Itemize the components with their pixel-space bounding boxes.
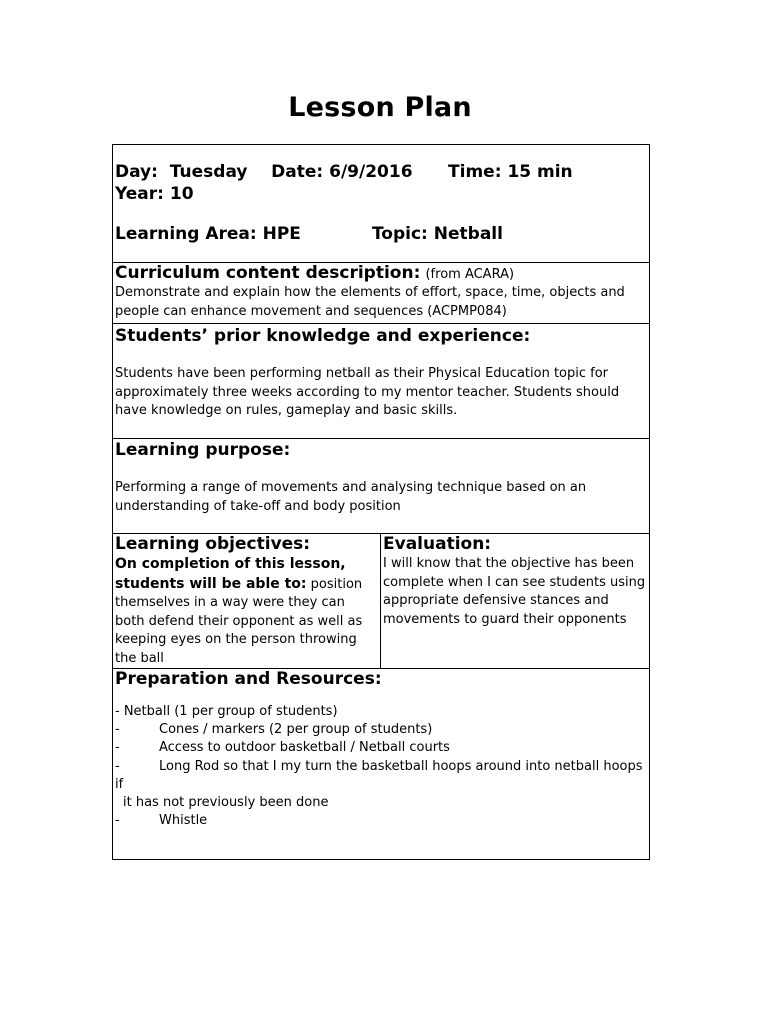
learning-area-value: HPE xyxy=(262,224,301,244)
date-label: Date: xyxy=(271,162,324,182)
prep-item-text: Whistle xyxy=(159,813,208,829)
learning-objectives-heading: Learning objectives: xyxy=(115,534,311,554)
list-item xyxy=(115,758,647,794)
learning-purpose-row xyxy=(113,439,650,534)
prior-knowledge-row xyxy=(113,324,650,439)
curriculum-cell xyxy=(113,263,650,324)
prep-item-dash: - xyxy=(115,740,120,756)
preparation-row xyxy=(113,669,650,860)
header-cell xyxy=(113,145,650,263)
list-item xyxy=(115,721,647,739)
list-item xyxy=(115,739,647,757)
prep-item-text: Access to outdoor basketball / Netball courts xyxy=(159,740,450,756)
objectives-evaluation-row xyxy=(113,534,650,669)
header-row xyxy=(113,145,650,263)
learning-objectives-lead: On completion of this lesson, students will be able to: xyxy=(115,556,346,592)
topic-value: Netball xyxy=(433,224,503,244)
evaluation-heading: Evaluation: xyxy=(383,534,492,554)
prep-item-text: - Netball (1 per group of students) xyxy=(115,704,338,719)
learning-area-label: Learning Area: xyxy=(115,224,257,244)
preparation-list xyxy=(115,703,647,830)
day-label: Day: xyxy=(115,162,158,182)
prep-item-text: it has not previously been done xyxy=(123,795,329,811)
learning-purpose-heading: Learning purpose: xyxy=(115,440,291,460)
learning-purpose-text: Performing a range of movements and analysing technique based on an understanding of take-off and body position xyxy=(115,480,587,514)
curriculum-heading: Curriculum content description: xyxy=(115,263,421,283)
evaluation-cell xyxy=(381,534,650,669)
learning-objectives-text: position themselves in a way were they can both defend their opponent as well as keeping eyes on the person throwing the ball xyxy=(115,576,363,666)
curriculum-source: (from ACARA) xyxy=(425,267,515,282)
prep-item-text: Cones / markers (2 per group of students) xyxy=(159,722,433,738)
time-label: Time: xyxy=(448,162,502,182)
preparation-cell xyxy=(113,669,650,860)
prep-item-dash: - xyxy=(115,758,120,774)
lesson-plan-table xyxy=(112,144,650,860)
list-item-continuation xyxy=(115,794,647,812)
prep-item-dash: - xyxy=(115,722,120,738)
prior-knowledge-text: Students have been performing netball as their Physical Education topic for approximately three weeks according to my mentor teacher. Students should have knowledge on rules, gameplay and basic skills. xyxy=(115,366,620,418)
evaluation-text: I will know that the objective has been complete when I can see students using appropriate defensive stances and movements to guard their opponents xyxy=(383,556,646,627)
preparation-heading: Preparation and Resources: xyxy=(115,669,382,689)
day-date-time-line xyxy=(115,161,647,183)
prep-item-text: Long Rod so that I my turn the basketball hoops around into netball hoops if xyxy=(115,758,643,792)
list-item xyxy=(115,812,647,830)
list-item xyxy=(115,703,647,721)
year-line xyxy=(115,183,647,205)
learning-objectives-cell xyxy=(113,534,381,669)
prep-item-dash: - xyxy=(115,813,120,829)
learning-objectives-body xyxy=(115,555,378,668)
day-value: Tuesday xyxy=(169,162,248,182)
topic-label: Topic: xyxy=(371,224,428,244)
date-value: 6/9/2016 xyxy=(329,162,413,182)
year-label: Year: xyxy=(115,184,164,204)
year-value: 10 xyxy=(169,184,194,204)
prior-knowledge-heading: Students’ prior knowledge and experience: xyxy=(115,326,531,346)
area-topic-line xyxy=(115,223,647,245)
prior-knowledge-cell xyxy=(113,324,650,439)
page-title: Lesson Plan xyxy=(288,92,472,123)
curriculum-row xyxy=(113,263,650,324)
time-value: 15 min xyxy=(507,162,573,182)
learning-purpose-cell xyxy=(113,439,650,534)
curriculum-text: Demonstrate and explain how the elements of effort, space, time, objects and people can enhance movement and sequences (ACPMP084) xyxy=(115,285,625,319)
